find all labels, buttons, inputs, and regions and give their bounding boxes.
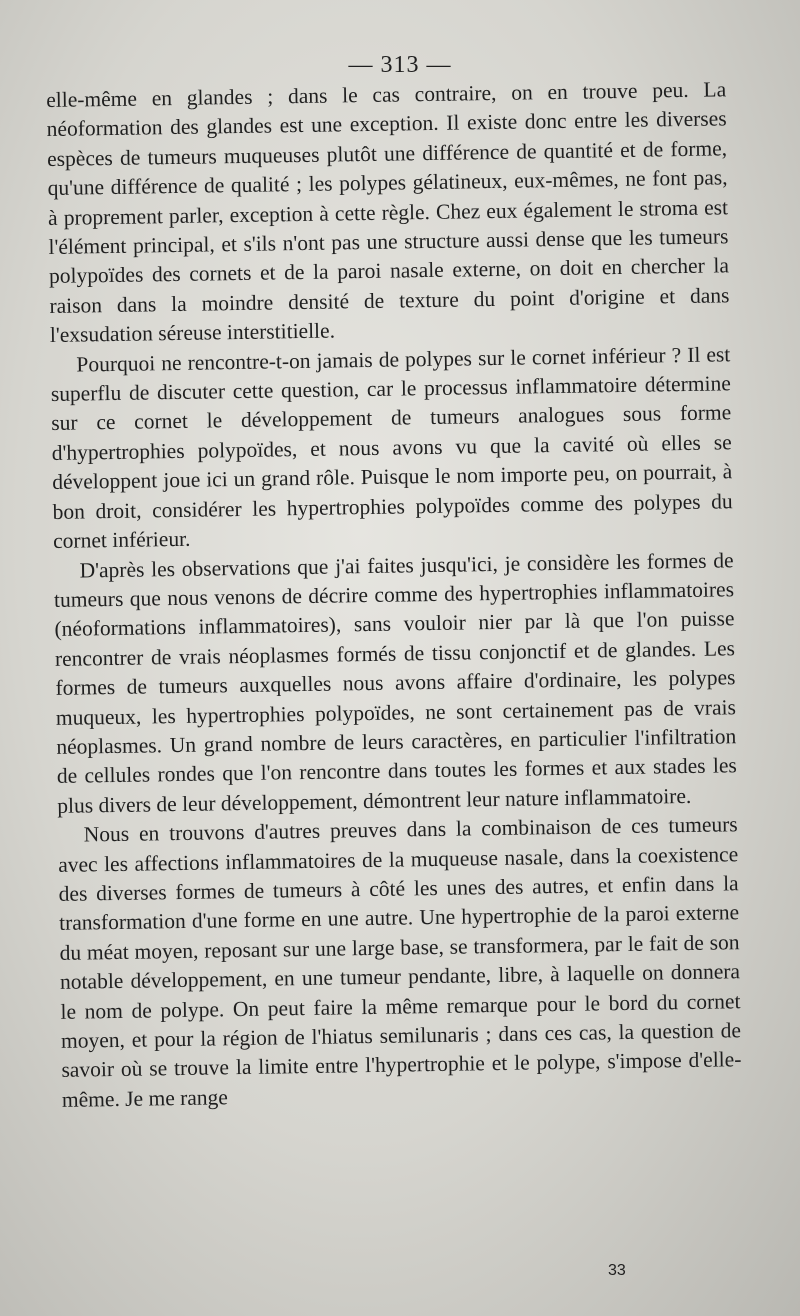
paragraph-4: Nous en trouvons d'autres preuves dans la combinaison de ces tumeurs avec les affections inflammatoires de la muqueuse nasale, dans la coexistence des diverses formes de tumeurs à côté les unes des autres, et enfin dans la transformation d'une forme en une autre. Une hypertrophie de la paroi externe du méat moyen, reposant sur une large base, se transformera, par le fait de son notable développement, en une tumeur pendante, libre, à laquelle on donnera le nom de polype. On peut faire la même remarque pour le bord du cornet moyen, et pour la région de l'hiatus semilunaris ; dans ces cas, la question de savoir où se trouve la limite entre l'hypertrophie et le polype, s'impose d'elle-même. Je me range <box>58 812 742 1112</box>
body-text <box>46 75 742 1115</box>
paragraph-2: Pourquoi ne rencontre-t-on jamais de polypes sur le cornet inférieur ? Il est superflu de discuter cette question, car le processus inflammatoire détermine sur ce cornet le développement de tumeurs analogues sous forme d'hypertrophies polypoïdes, et nous avons vu que la cavité où elles se développent joue ici un grand rôle. Puisque le nom importe peu, on pourrait, à bon droit, considérer les hypertrophies polypoïdes comme des polypes du cornet inférieur. <box>50 341 733 554</box>
page-number: — 313 — <box>348 52 452 78</box>
paragraph-3: D'après les observations que j'ai faites jusqu'ici, je considère les formes de tumeurs que nous venons de décrire comme des hypertrophies inflammatoires (néoformations inflammatoires), sans vouloir nier par là que l'on puisse rencontrer de vrais néoplasmes formés de tissu conjonctif et de glandes. Les formes de tumeurs auxquelles nous avons affaire d'ordinaire, les polypes muqueux, les hypertrophies polypoïdes, ne sont certainement pas de vrais néoplasmes. Un grand nombre de leurs caractères, en particulier l'infiltration de cellules rondes que l'on rencontre dans toutes les formes et aux stades les plus divers de leur développement, démontrent leur nature inflammatoire. <box>53 547 737 818</box>
signature-mark: 33 <box>608 1262 626 1279</box>
paragraph-1: elle-même en glandes ; dans le cas contraire, on en trouve peu. La néoformation des glandes est une exception. Il existe donc entre les diverses espèces de tumeurs muqueuses plutôt une différence de quantité et de forme, qu'une différence de qualité ; les polypes gélatineux, eux-mêmes, ne font pas, à proprement parler, exception à cette règle. Chez eux également le stroma est l'élément principal, et s'ils n'ont pas une structure aussi dense que les tumeurs polypoïdes des cornets et de la paroi nasale externe, on doit en chercher la raison dans la moindre densité de texture du point d'origine et dans l'exsudation séreuse interstitielle. <box>46 77 730 348</box>
